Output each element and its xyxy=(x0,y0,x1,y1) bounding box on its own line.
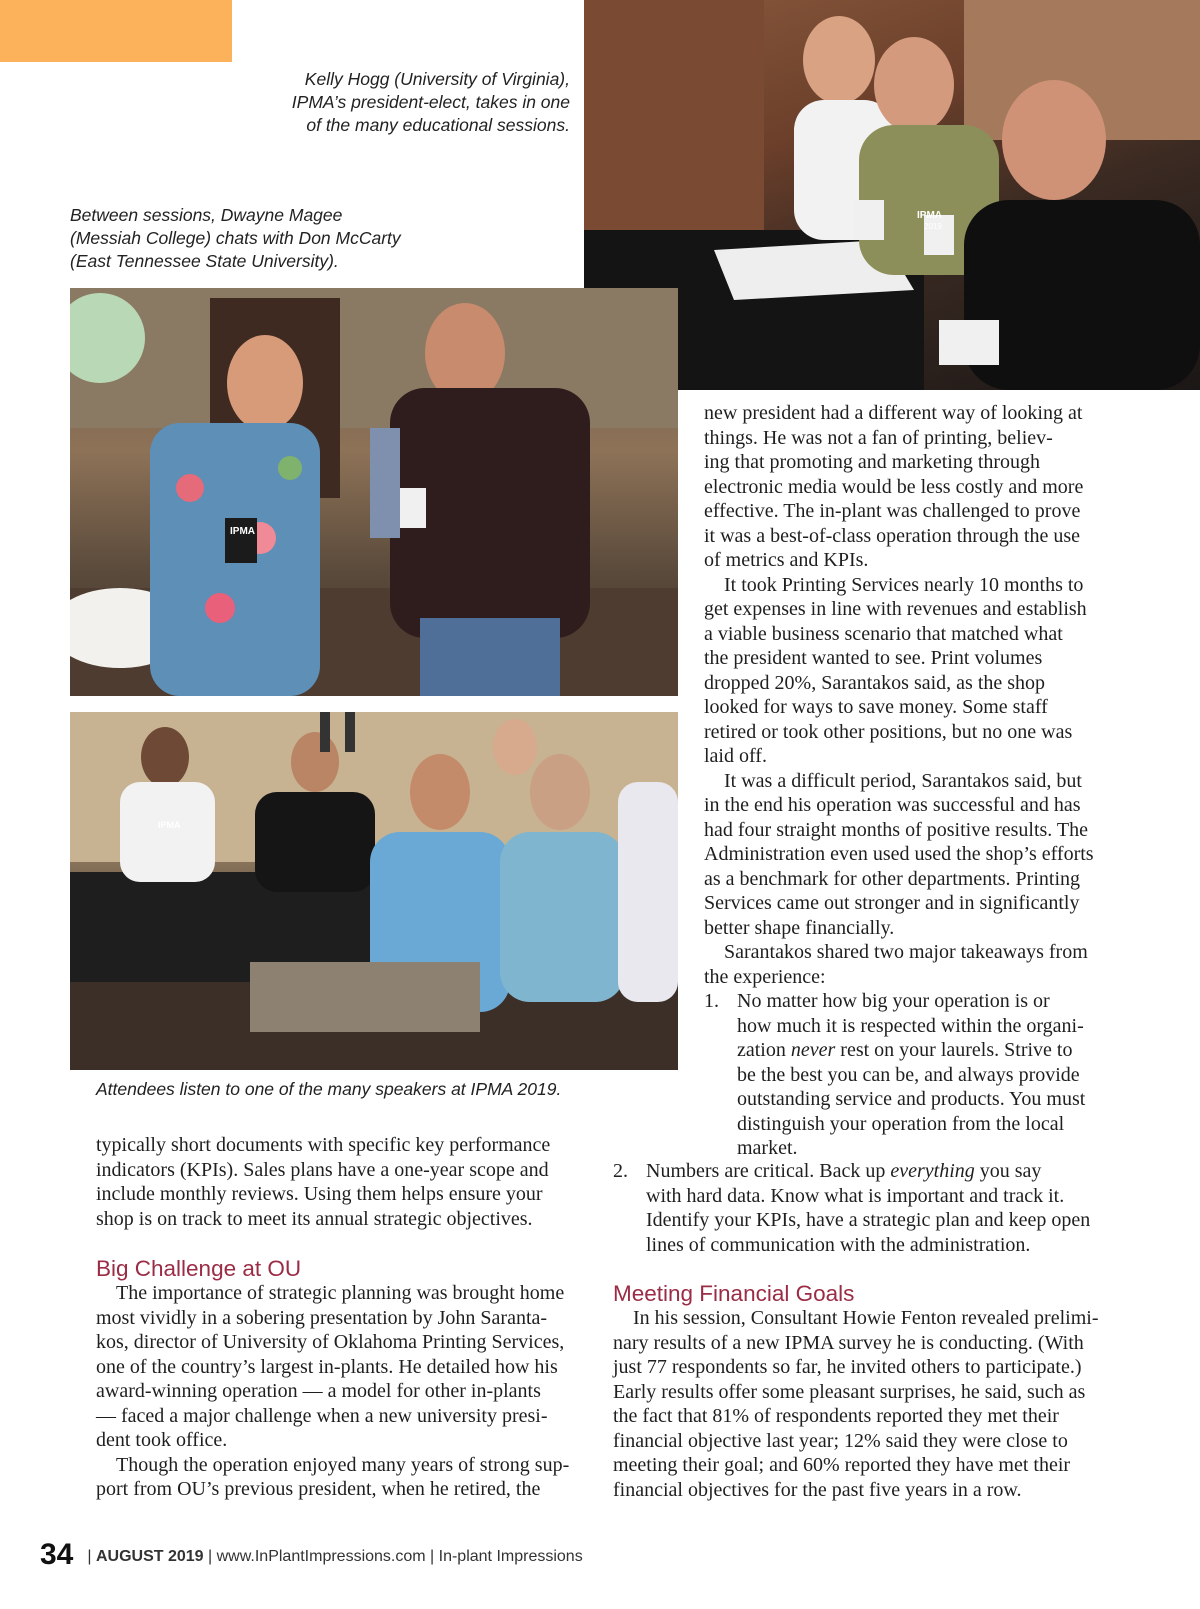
list-line: Identify your KPIs, have a strategic plan and keep open xyxy=(646,1209,1091,1231)
body-line: Sarantakos shared two major takeaways from xyxy=(724,941,1088,963)
list-text: Numbers are critical. Back up xyxy=(646,1160,891,1182)
list-line: with hard data. Know what is important and track it. xyxy=(646,1184,1065,1207)
list-line: No matter how big your operation is or xyxy=(737,990,1050,1012)
list-line: distinguish your operation from the local xyxy=(737,1112,1065,1135)
caption-line: Between sessions, Dwayne Magee xyxy=(70,205,343,225)
list-text: rest on your laurels. Strive to xyxy=(835,1039,1073,1061)
caption-line: (East Tennessee State University). xyxy=(70,251,339,271)
caption-dwayne-magee xyxy=(70,204,510,273)
body-line: financial objectives for the past five years in a row. xyxy=(613,1478,1022,1501)
list-line: how much it is respected within the organi- xyxy=(737,1014,1084,1037)
photo-attendees-listening xyxy=(70,712,678,1070)
caption-line: of the many educational sessions. xyxy=(306,115,570,135)
body-line: — faced a major challenge when a new university presi- xyxy=(96,1404,548,1427)
caption-line: IPMA’s president-elect, takes in one xyxy=(291,92,570,112)
body-line: include monthly reviews. Using them helps ensure your xyxy=(96,1183,543,1205)
page-footer xyxy=(40,1538,583,1572)
article-column-left-challenge xyxy=(96,1281,596,1502)
badge-year: 2019 xyxy=(924,222,942,231)
body-line: the fact that 81% of respondents reported they met their xyxy=(613,1405,1059,1427)
body-line: Administration even used used the shop’s efforts xyxy=(704,843,1094,865)
issue-date: AUGUST 2019 xyxy=(95,1548,204,1565)
body-line: Services came out stronger and in significantly xyxy=(704,892,1080,914)
article-column-left xyxy=(96,1133,596,1231)
photo-illustration xyxy=(70,712,678,1070)
body-line: just 77 respondents so far, he invited others to participate.) xyxy=(613,1356,1082,1378)
list-line: be the best you can be, and always provide xyxy=(737,1063,1080,1086)
orange-corner-tab xyxy=(0,0,232,62)
list-text: you say xyxy=(974,1160,1042,1182)
section-heading-financial-goals: Meeting Financial Goals xyxy=(613,1281,855,1306)
body-line: port from OU’s previous president, when he retired, the xyxy=(96,1478,541,1500)
body-line: dent took office. xyxy=(96,1429,228,1451)
body-line: effective. The in-plant was challenged to prove xyxy=(704,500,1081,522)
body-line: It was a difficult period, Sarantakos said, but xyxy=(724,769,1082,792)
body-line: meeting their goal; and 60% reported they have met their xyxy=(613,1454,1071,1476)
body-line: things. He was not a fan of printing, believ- xyxy=(704,426,1053,449)
body-line: indicators (KPIs). Sales plans have a one-year scope and xyxy=(96,1158,549,1181)
list-line: lines of communication with the administration. xyxy=(646,1233,1031,1256)
section-heading-big-challenge: Big Challenge at OU xyxy=(96,1256,302,1281)
body-line: electronic media would be less costly and more xyxy=(704,475,1084,498)
body-line: one of the country’s largest in-plants. He detailed how his xyxy=(96,1355,558,1378)
body-line: looked for ways to save money. Some staff xyxy=(704,696,1048,718)
list-number: 1. xyxy=(704,990,719,1012)
caption-attendees xyxy=(96,1078,656,1101)
body-line: retired or took other positions, but no one was xyxy=(704,720,1073,743)
body-line: had four straight months of positive results. The xyxy=(704,818,1089,841)
body-line: of metrics and KPIs. xyxy=(704,549,869,571)
body-line: new president had a different way of looking at xyxy=(704,402,1083,424)
badge-label: IPMA xyxy=(917,210,942,221)
emphasis-word: never xyxy=(790,1039,836,1061)
footer-separator: | xyxy=(87,1548,96,1565)
page-number: 34 xyxy=(40,1538,74,1571)
list-line: market. xyxy=(737,1137,798,1159)
body-line: Though the operation enjoyed many years of strong sup- xyxy=(116,1453,570,1476)
article-column-right-financial xyxy=(613,1306,1113,1502)
body-line: financial objective last year; 12% said they were close to xyxy=(613,1429,1068,1452)
body-line: It took Printing Services nearly 10 months to xyxy=(724,573,1084,596)
body-line: the president wanted to see. Print volumes xyxy=(704,647,1043,669)
photo-magee-mccarty xyxy=(70,288,678,696)
body-line: In his session, Consultant Howie Fenton revealed prelimi- xyxy=(633,1307,1099,1329)
body-line: The importance of strategic planning was brought home xyxy=(116,1282,565,1304)
list-text: zation xyxy=(737,1039,791,1061)
body-line: dropped 20%, Sarantakos said, as the shop xyxy=(704,671,1046,694)
body-line: shop is on track to meet its annual strategic objectives. xyxy=(96,1207,533,1230)
list-number: 2. xyxy=(613,1160,628,1182)
badge-label: IPMA xyxy=(158,820,181,830)
photo-illustration xyxy=(70,288,678,696)
body-line: ing that promoting and marketing through xyxy=(704,451,1041,473)
body-line: nary results of a new IPMA survey he is conducting. (With xyxy=(613,1331,1084,1354)
body-line: in the end his operation was successful and has xyxy=(704,794,1081,816)
body-line: award-winning operation — a model for other in-plants xyxy=(96,1380,541,1402)
list-item-2 xyxy=(613,1159,1113,1184)
list-line-emphasis xyxy=(704,1038,1114,1063)
badge-label: IPMA xyxy=(230,526,255,537)
caption-line: (Messiah College) chats with Don McCarty xyxy=(70,228,401,248)
body-line: laid off. xyxy=(704,745,767,767)
article-column-right-top xyxy=(704,401,1114,1161)
caption-kelly-hogg xyxy=(150,68,570,137)
list-item-1 xyxy=(704,989,1114,1014)
list-line: outstanding service and products. You must xyxy=(737,1088,1086,1110)
caption-line: Kelly Hogg (University of Virginia), xyxy=(304,69,570,89)
body-line: as a benchmark for other departments. Printing xyxy=(704,867,1080,890)
body-line: most vividly in a sobering presentation by John Saranta- xyxy=(96,1306,548,1329)
body-line: it was a best-of-class operation through the use xyxy=(704,524,1081,547)
body-line: a viable business scenario that matched what xyxy=(704,622,1063,645)
footer-publication: | www.InPlantImpressions.com | In-plant Impressions xyxy=(203,1548,583,1565)
body-line: get expenses in line with revenues and establish xyxy=(704,598,1087,620)
emphasis-word: everything xyxy=(890,1160,975,1182)
body-line: better shape financially. xyxy=(704,916,895,939)
caption-line: Attendees listen to one of the many speakers at IPMA 2019. xyxy=(96,1079,562,1099)
body-line: Early results offer some pleasant surprises, he said, such as xyxy=(613,1380,1086,1403)
article-column-right-bottom xyxy=(613,1159,1113,1257)
body-line: typically short documents with specific key performance xyxy=(96,1134,551,1156)
body-line: the experience: xyxy=(704,965,826,988)
body-line: kos, director of University of Oklahoma Printing Services, xyxy=(96,1331,565,1353)
